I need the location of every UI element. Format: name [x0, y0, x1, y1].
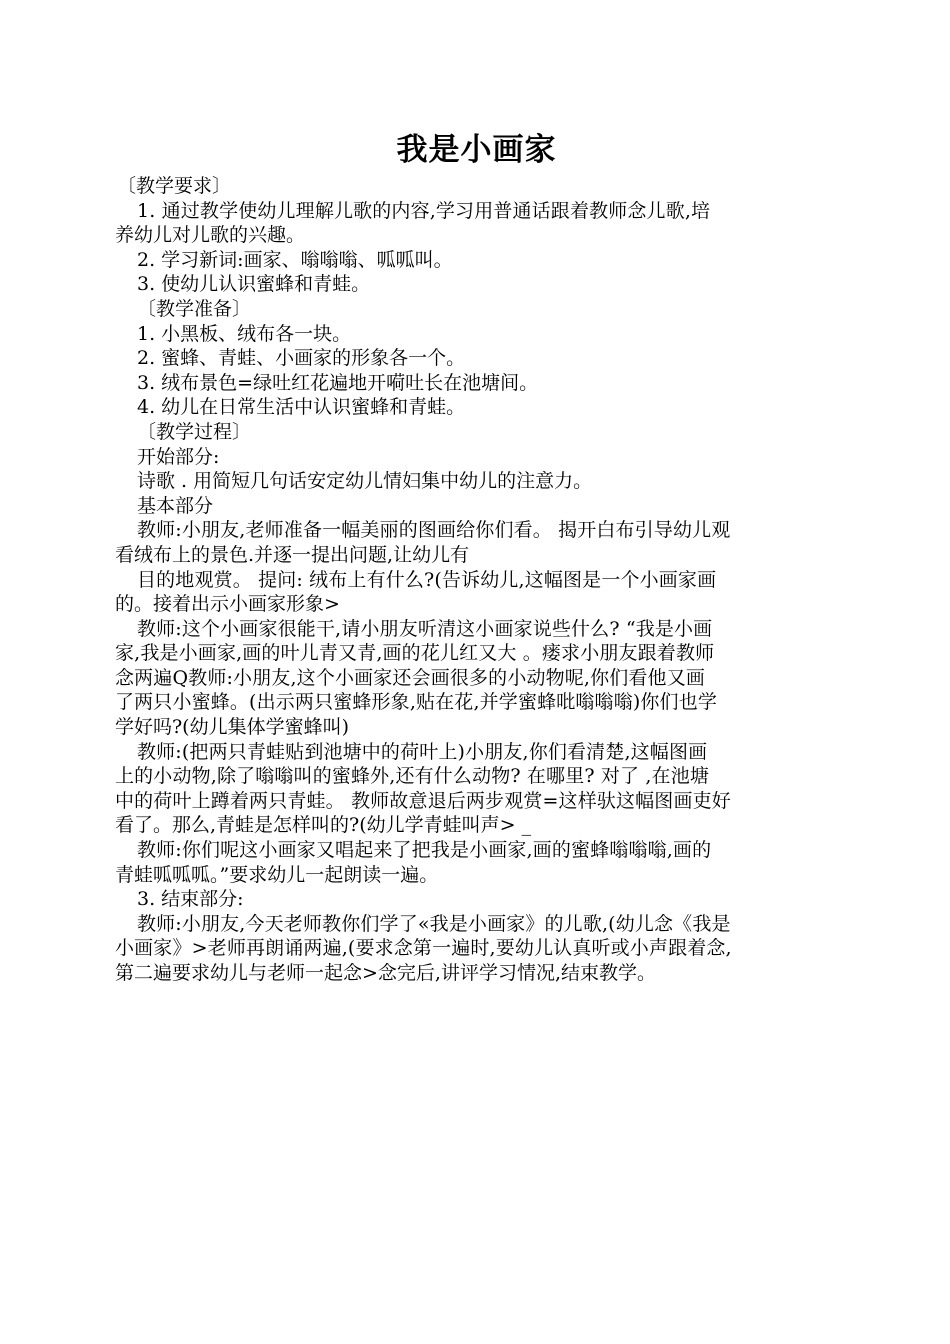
paragraph-line: 的。接着出示小画家形象>: [115, 593, 340, 616]
paragraph-line: 第二遍要求幼儿与老师一起念>念完后,讲评学习情况,结束教学。: [115, 962, 657, 984]
section-heading-preparation: 〔教学准备〕: [137, 297, 252, 320]
paragraph-line: 诗歌 . 用简短几句话安定幼儿情妇集中幼儿的注意力。: [137, 470, 593, 493]
document-title: 我是小画家: [396, 132, 557, 168]
paragraph-line: 目的地观赏。 提问: 绒布上有什么?(告诉幼儿,这幅图是一个小画家画: [137, 568, 717, 591]
paragraph-line: 念两遍Q教师:小朋友,这个小画家还会画很多的小动物呢,你们看他又画: [115, 666, 706, 689]
paragraph-line: 家,我是小画家,画的叶儿青又青,画的花儿红又大 。瘘求小朋友跟着教师: [115, 642, 715, 665]
paragraph-line: 学好吗?(幼儿集体学蜜蜂叫): [115, 716, 350, 739]
document-page: [115, 128, 838, 986]
paragraph-line: 1. 通过教学使幼儿理解儿歌的内容,学习用普通话跟着教师念儿歌,培: [137, 199, 711, 222]
paragraph-line: 4. 幼儿在日常生活中认识蜜蜂和青蛙。: [137, 396, 466, 419]
paragraph-line: 1. 小黑板、绒布各一块。: [137, 322, 352, 345]
paragraph-line: 中的荷叶上蹲着两只青蛙。 教师故意退后两步观赏=这样驮这幅图画吏好: [115, 789, 731, 812]
paragraph-line: 上的小动物,除了嗡嗡叫的蜜蜂外,还有什么动物? 在哪里? 对了 ,在池塘: [115, 765, 710, 788]
paragraph-line: 3. 使幼儿认识蜜蜂和青蛙。: [137, 273, 371, 296]
paragraph-line: 2. 蜜蜂、青蛙、小画家的形象各一个。: [137, 347, 466, 370]
paragraph-line: 教师:(把两只青蛙贴到池塘中的荷叶上)小朋友,你们看清楚,这幅图画: [137, 740, 708, 763]
paragraph-line: 了两只小蜜蜂。(出示两只蜜蜂形象,贴在花,并学蜜蜂吡嗡嗡嗡)你们也学: [115, 691, 718, 714]
paragraph-line: 小画家》>老师再朗诵两遍,(要求念第一遍时,要幼儿认真听或小声跟着念,: [115, 937, 732, 960]
paragraph-line: 看了。那么,青蛙是怎样叫的?(幼儿学青蛙叫声> _: [115, 814, 532, 837]
paragraph-line: 养幼儿对儿歌的兴趣。: [115, 224, 306, 247]
paragraph-line: 教师:你们呢这小画家又唱起来了把我是小画家,画的蜜蜂嗡嗡嗡,画的: [137, 839, 712, 862]
paragraph-line: 开始部分:: [137, 445, 220, 468]
paragraph-line: 看绒布上的景色.并逐一提出问题,让幼儿有: [115, 543, 470, 566]
paragraph-line: 教师:小朋友,今天老师教你们学了«我是小画家》的儿歌,(幼儿念《我是: [137, 912, 731, 935]
paragraph-line: 基本部分: [137, 494, 214, 517]
section-heading-requirements: 〔教学要求〕: [117, 175, 232, 197]
paragraph-line: 青蛙呱呱呱。”要求幼儿一起朗读一遍。: [115, 863, 439, 886]
paragraph-line: 3. 结束部分:: [137, 888, 244, 911]
section-heading-process: 〔教学过程〕: [137, 420, 252, 443]
paragraph-line: 2. 学习新词:画家、嗡嗡嗡、呱呱叫。: [137, 248, 453, 271]
paragraph-line: 教师:小朋友,老师准备一幅美丽的图画给你们看。 揭开白布引导幼儿观: [137, 519, 731, 542]
paragraph-line: 3. 绒布景色=绿吐红花遍地开嗬吐长在池塘间。: [137, 371, 539, 394]
paragraph-line: 教师:这个小画家很能干,请小朋友听清这小画家说些什么? “我是小画: [137, 617, 713, 640]
